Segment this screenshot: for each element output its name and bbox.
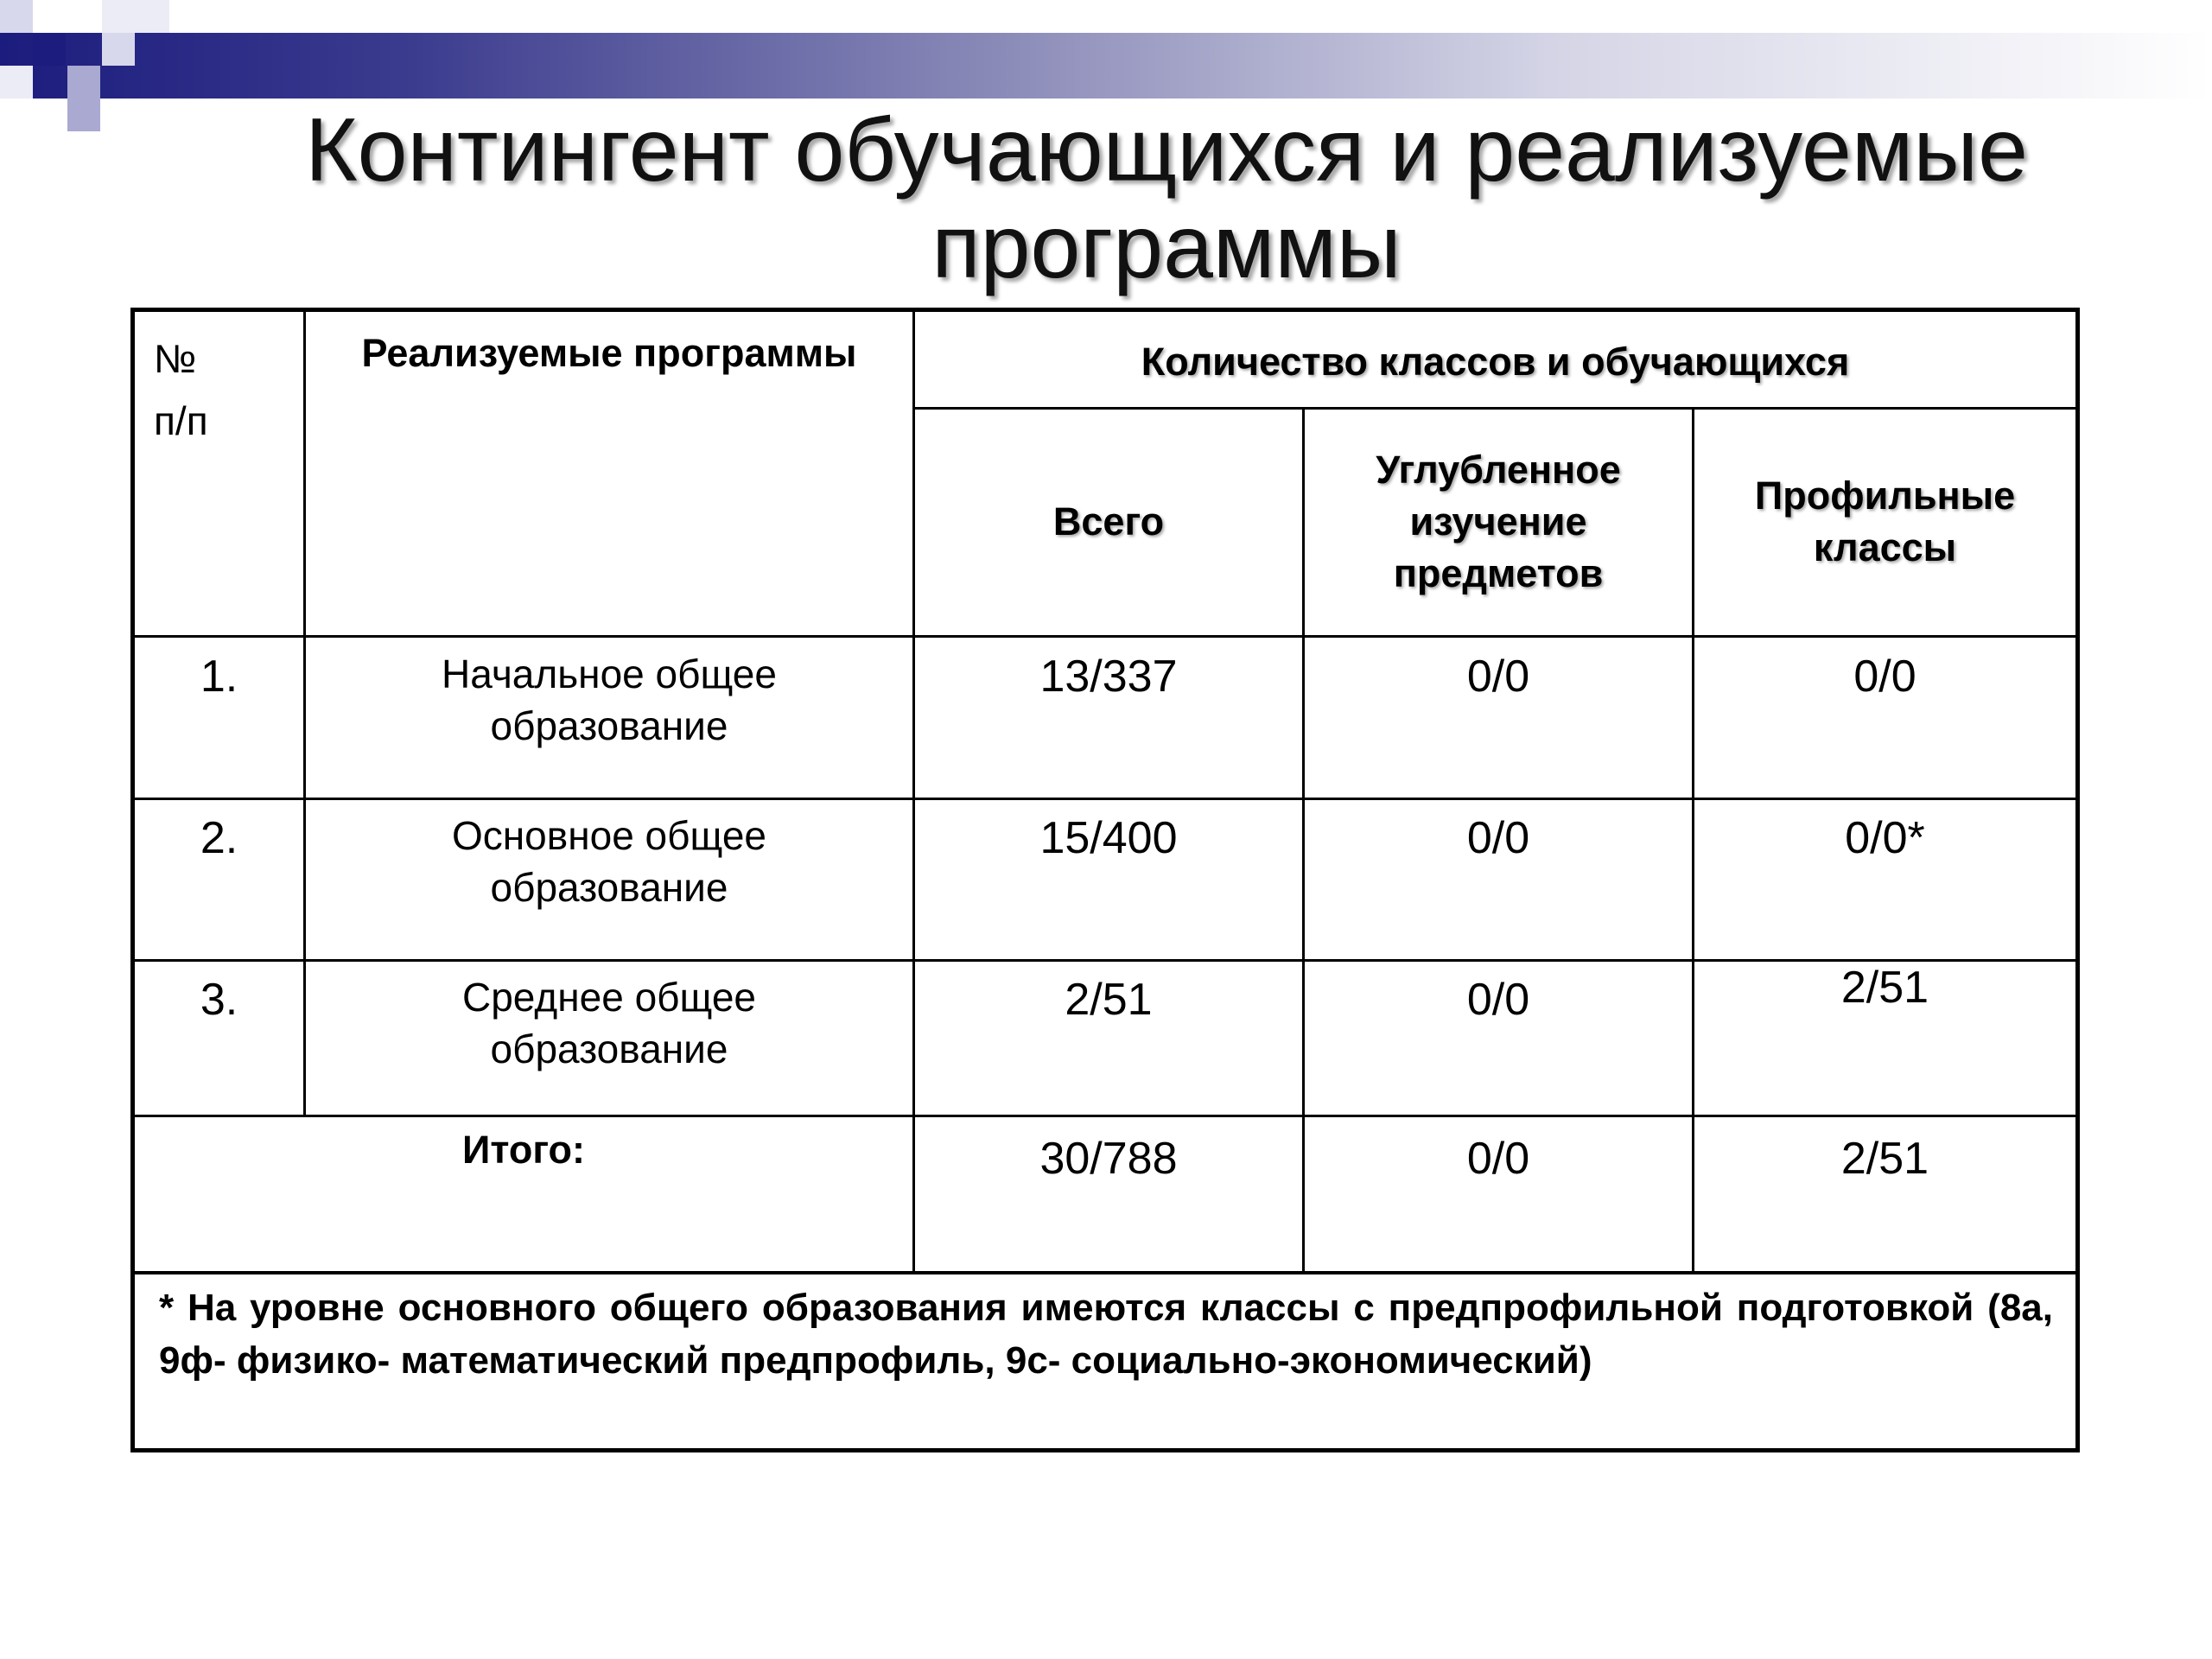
header-num-line: № [154,336,197,381]
decor-square [0,0,33,33]
header-profile [1694,470,2075,574]
data-table [130,308,2080,1452]
decor-square [33,33,66,66]
row-total: 13/337 [1039,652,1178,702]
row-advanced: 0/0 [1466,652,1530,702]
grid-line [135,635,2075,638]
row-num: 2. [200,813,238,863]
decor-square [102,33,135,66]
decor-square [102,0,169,33]
row-profile: 2/51 [1840,963,1929,1013]
summary-advanced: 0/0 [1466,1134,1530,1184]
header-num [154,327,301,452]
title-line: Контингент обучающихся и реализуемые [305,100,2028,200]
row-program-line: Начальное общее [442,652,777,696]
row-advanced: 0/0 [1466,813,1530,863]
header-num-line: п/п [154,398,208,443]
header-profile-line: Профильные [1754,474,2016,518]
page-title [156,102,2177,296]
row-program [306,648,912,752]
header-profile-line: классы [1813,525,1957,569]
row-program [306,971,912,1075]
title-line: программы [931,197,1402,297]
summary-total: 30/788 [1039,1134,1178,1184]
header-advanced-line: предметов [1393,551,1604,595]
row-total: 15/400 [1039,813,1178,863]
summary-label: Итого: [462,1128,585,1172]
row-num: 1. [200,652,238,702]
row-program-line: образование [490,1027,728,1071]
row-profile: 0/0 [1853,652,1916,702]
grid-line [135,1271,2075,1274]
decor-square [0,66,33,99]
grid-line [135,1115,2075,1117]
header-programs: Реализуемые программы [361,331,857,375]
row-advanced: 0/0 [1466,975,1530,1025]
decor-square [67,99,100,131]
header-total: Всего [1052,499,1165,543]
row-program-line: Основное общее [452,813,766,858]
grid-line [912,312,915,1271]
row-profile: 0/0* [1845,813,1925,863]
decor-square [67,66,100,99]
header-advanced-line: Углубленное [1376,448,1621,492]
header-advanced [1305,444,1692,600]
row-program-line: Среднее общее [462,975,756,1020]
grid-line [135,798,2075,800]
grid-line [912,407,2080,410]
header-band [0,33,2212,99]
summary-profile: 2/51 [1840,1134,1929,1184]
row-total: 2/51 [1065,975,1153,1025]
header-group: Количество классов и обучающихся [1141,340,1850,384]
header-advanced-line: изучение [1409,499,1587,543]
row-num: 3. [200,975,238,1025]
row-program-line: образование [490,703,728,748]
row-program [306,810,912,913]
row-program-line: образование [490,865,728,910]
footnote: * На уровне основного общего образования имеются классы с предпрофильной подготовкой (8а, 9ф- физико- математический предпрофиль, 9с- социально-экономический) [159,1287,2053,1382]
